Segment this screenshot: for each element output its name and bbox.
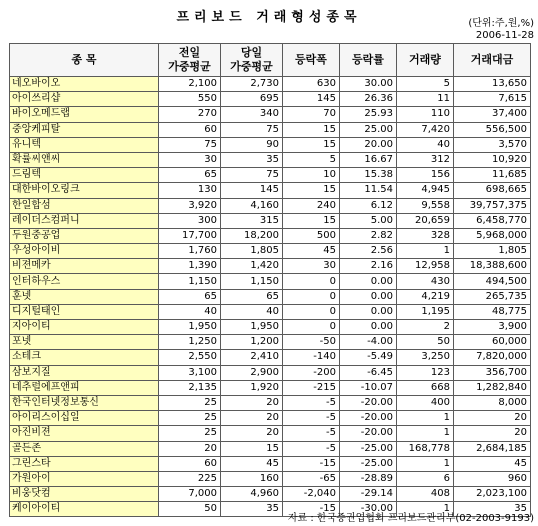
cell-rate: 11.54 <box>340 183 397 198</box>
cell-prev-avg: 3,100 <box>159 365 221 380</box>
cell-curr-avg: 40 <box>221 304 283 319</box>
table-row <box>10 289 531 304</box>
cell-amount: 7,820,000 <box>454 350 531 365</box>
cell-prev-avg: 40 <box>159 304 221 319</box>
cell-rate: -29.14 <box>340 487 397 502</box>
cell-curr-avg: 1,150 <box>221 274 283 289</box>
cell-change: 70 <box>283 107 340 122</box>
cell-amount: 1,805 <box>454 244 531 259</box>
header-name: 종 목 <box>10 44 159 77</box>
cell-prev-avg: 1,760 <box>159 244 221 259</box>
cell-rate: -28.89 <box>340 471 397 486</box>
cell-rate: 25.93 <box>340 107 397 122</box>
cell-rate: -5.49 <box>340 350 397 365</box>
cell-volume: 400 <box>397 395 454 410</box>
cell-rate: 2.16 <box>340 259 397 274</box>
cell-change: -2,040 <box>283 487 340 502</box>
unit-label: (단위:주,원,%) <box>468 18 534 29</box>
date-label: 2006-11-28 <box>475 30 534 41</box>
table-row <box>10 395 531 410</box>
cell-prev-avg: 50 <box>159 502 221 517</box>
header-curr-line2: 가중평균 <box>230 60 273 73</box>
cell-curr-avg: 75 <box>221 122 283 137</box>
cell-amount: 2,023,100 <box>454 487 531 502</box>
cell-change: 15 <box>283 213 340 228</box>
cell-curr-avg: 145 <box>221 183 283 198</box>
table-row <box>10 350 531 365</box>
table-row <box>10 274 531 289</box>
cell-name: 대한바이오링크 <box>10 183 159 198</box>
cell-curr-avg: 2,730 <box>221 77 283 92</box>
cell-amount: 356,700 <box>454 365 531 380</box>
cell-change: 15 <box>283 137 340 152</box>
cell-amount: 7,615 <box>454 92 531 107</box>
cell-change: 0 <box>283 320 340 335</box>
cell-prev-avg: 1,150 <box>159 274 221 289</box>
cell-curr-avg: 90 <box>221 137 283 152</box>
cell-name: 골든존 <box>10 441 159 456</box>
cell-name: 소테크 <box>10 350 159 365</box>
cell-amount: 13,650 <box>454 77 531 92</box>
cell-change: -15 <box>283 502 340 517</box>
cell-name: 아이쓰리샵 <box>10 92 159 107</box>
cell-change: 10 <box>283 168 340 183</box>
header-rate: 등락률 <box>340 44 397 77</box>
cell-prev-avg: 2,135 <box>159 380 221 395</box>
cell-change: 240 <box>283 198 340 213</box>
cell-amount: 6,458,770 <box>454 213 531 228</box>
cell-name: 지아이티 <box>10 320 159 335</box>
cell-name: 드림텍 <box>10 168 159 183</box>
cell-amount: 45 <box>454 456 531 471</box>
cell-volume: 328 <box>397 228 454 243</box>
table-row <box>10 304 531 319</box>
cell-rate: -10.07 <box>340 380 397 395</box>
cell-amount: 698,665 <box>454 183 531 198</box>
source-note: 자료 : 한국증권업협회 프리보드관리부(02-2003-9193) <box>287 513 534 524</box>
cell-volume: 5 <box>397 77 454 92</box>
cell-prev-avg: 225 <box>159 471 221 486</box>
cell-change: -5 <box>283 395 340 410</box>
cell-change: 5 <box>283 152 340 167</box>
header-change: 등락폭 <box>283 44 340 77</box>
page-title: 프리보드 거래형성종목 <box>176 10 362 25</box>
cell-name: 한일합섬 <box>10 198 159 213</box>
cell-rate: 5.00 <box>340 213 397 228</box>
cell-change: 145 <box>283 92 340 107</box>
cell-change: 500 <box>283 228 340 243</box>
cell-amount: 960 <box>454 471 531 486</box>
cell-rate: 20.00 <box>340 137 397 152</box>
cell-rate: -25.00 <box>340 441 397 456</box>
cell-amount: 3,900 <box>454 320 531 335</box>
cell-curr-avg: 1,420 <box>221 259 283 274</box>
table-header-row <box>10 44 531 77</box>
cell-volume: 40 <box>397 137 454 152</box>
cell-rate: 6.12 <box>340 198 397 213</box>
cell-rate: 2.82 <box>340 228 397 243</box>
cell-curr-avg: 160 <box>221 471 283 486</box>
cell-rate: -20.00 <box>340 411 397 426</box>
cell-prev-avg: 2,550 <box>159 350 221 365</box>
cell-curr-avg: 1,200 <box>221 335 283 350</box>
table-row <box>10 487 531 502</box>
cell-amount: 556,500 <box>454 122 531 137</box>
cell-amount: 3,570 <box>454 137 531 152</box>
cell-volume: 12,958 <box>397 259 454 274</box>
cell-volume: 20,659 <box>397 213 454 228</box>
cell-volume: 9,558 <box>397 198 454 213</box>
cell-rate: 2.56 <box>340 244 397 259</box>
cell-amount: 39,757,375 <box>454 198 531 213</box>
header-prev-line1: 전일 <box>178 46 201 59</box>
cell-change: -5 <box>283 411 340 426</box>
cell-rate: 15.38 <box>340 168 397 183</box>
table-row <box>10 259 531 274</box>
cell-amount: 37,400 <box>454 107 531 122</box>
cell-rate: -20.00 <box>340 426 397 441</box>
cell-rate: 30.00 <box>340 77 397 92</box>
table-row <box>10 471 531 486</box>
cell-rate: 25.00 <box>340 122 397 137</box>
cell-amount: 20 <box>454 426 531 441</box>
cell-change: -15 <box>283 456 340 471</box>
cell-rate: -4.00 <box>340 335 397 350</box>
cell-volume: 156 <box>397 168 454 183</box>
cell-volume: 1 <box>397 411 454 426</box>
cell-name: 포넷 <box>10 335 159 350</box>
cell-volume: 168,778 <box>397 441 454 456</box>
cell-amount: 8,000 <box>454 395 531 410</box>
table-row <box>10 137 531 152</box>
cell-rate: 0.00 <box>340 304 397 319</box>
cell-volume: 110 <box>397 107 454 122</box>
cell-rate: -25.00 <box>340 456 397 471</box>
cell-name: 아이리스이십일 <box>10 411 159 426</box>
cell-prev-avg: 3,920 <box>159 198 221 213</box>
cell-prev-avg: 1,390 <box>159 259 221 274</box>
cell-volume: 1 <box>397 426 454 441</box>
cell-curr-avg: 75 <box>221 168 283 183</box>
cell-change: 30 <box>283 259 340 274</box>
cell-amount: 35 <box>454 502 531 517</box>
cell-amount: 20 <box>454 411 531 426</box>
cell-volume: 668 <box>397 380 454 395</box>
cell-name: 비젼메카 <box>10 259 159 274</box>
cell-name: 가원아이 <box>10 471 159 486</box>
cell-rate: 0.00 <box>340 320 397 335</box>
cell-name: 훈넷 <box>10 289 159 304</box>
cell-curr-avg: 18,200 <box>221 228 283 243</box>
cell-change: -65 <box>283 471 340 486</box>
cell-prev-avg: 17,700 <box>159 228 221 243</box>
cell-amount: 48,775 <box>454 304 531 319</box>
table-row <box>10 320 531 335</box>
cell-amount: 494,500 <box>454 274 531 289</box>
table-row <box>10 426 531 441</box>
header-prev-line2: 가중평균 <box>168 60 211 73</box>
table-row <box>10 441 531 456</box>
table-row <box>10 456 531 471</box>
cell-curr-avg: 4,960 <box>221 487 283 502</box>
cell-change: -215 <box>283 380 340 395</box>
cell-change: 45 <box>283 244 340 259</box>
cell-amount: 265,735 <box>454 289 531 304</box>
cell-curr-avg: 340 <box>221 107 283 122</box>
cell-name: 레이더스컴퍼니 <box>10 213 159 228</box>
table-body <box>10 77 531 517</box>
cell-curr-avg: 2,900 <box>221 365 283 380</box>
cell-amount: 10,920 <box>454 152 531 167</box>
cell-volume: 312 <box>397 152 454 167</box>
cell-volume: 408 <box>397 487 454 502</box>
cell-curr-avg: 1,950 <box>221 320 283 335</box>
cell-volume: 6 <box>397 471 454 486</box>
cell-name: 아진비젼 <box>10 426 159 441</box>
table-row <box>10 213 531 228</box>
cell-prev-avg: 1,250 <box>159 335 221 350</box>
table-row <box>10 168 531 183</box>
cell-curr-avg: 35 <box>221 502 283 517</box>
table-row <box>10 183 531 198</box>
cell-name: 바이오메드랩 <box>10 107 159 122</box>
cell-name: 한국인터넷정보통신 <box>10 395 159 410</box>
cell-prev-avg: 30 <box>159 152 221 167</box>
cell-prev-avg: 60 <box>159 456 221 471</box>
cell-volume: 2 <box>397 320 454 335</box>
cell-volume: 11 <box>397 92 454 107</box>
cell-volume: 1 <box>397 244 454 259</box>
cell-volume: 4,945 <box>397 183 454 198</box>
cell-curr-avg: 695 <box>221 92 283 107</box>
cell-change: -50 <box>283 335 340 350</box>
cell-prev-avg: 20 <box>159 441 221 456</box>
table-row <box>10 107 531 122</box>
cell-volume: 7,420 <box>397 122 454 137</box>
cell-rate: 0.00 <box>340 274 397 289</box>
cell-curr-avg: 35 <box>221 152 283 167</box>
cell-rate: -20.00 <box>340 395 397 410</box>
cell-volume: 3,250 <box>397 350 454 365</box>
cell-rate: 26.36 <box>340 92 397 107</box>
cell-prev-avg: 65 <box>159 168 221 183</box>
cell-prev-avg: 7,000 <box>159 487 221 502</box>
trading-table <box>9 43 531 517</box>
cell-change: 15 <box>283 183 340 198</box>
cell-name: 삼보지질 <box>10 365 159 380</box>
cell-curr-avg: 1,920 <box>221 380 283 395</box>
cell-amount: 2,684,185 <box>454 441 531 456</box>
cell-volume: 123 <box>397 365 454 380</box>
cell-change: -200 <box>283 365 340 380</box>
cell-name: 확률씨앤씨 <box>10 152 159 167</box>
table-row <box>10 380 531 395</box>
cell-amount: 60,000 <box>454 335 531 350</box>
cell-prev-avg: 65 <box>159 289 221 304</box>
cell-volume: 430 <box>397 274 454 289</box>
cell-name: 우성아이비 <box>10 244 159 259</box>
cell-volume: 50 <box>397 335 454 350</box>
cell-prev-avg: 75 <box>159 137 221 152</box>
cell-curr-avg: 315 <box>221 213 283 228</box>
cell-curr-avg: 20 <box>221 395 283 410</box>
cell-name: 그린스타 <box>10 456 159 471</box>
cell-amount: 11,685 <box>454 168 531 183</box>
table-row <box>10 152 531 167</box>
cell-prev-avg: 60 <box>159 122 221 137</box>
cell-prev-avg: 1,950 <box>159 320 221 335</box>
cell-prev-avg: 25 <box>159 426 221 441</box>
header-volume: 거래량 <box>397 44 454 77</box>
cell-name: 비웅닷컴 <box>10 487 159 502</box>
header-curr-line1: 당일 <box>240 46 263 59</box>
cell-prev-avg: 550 <box>159 92 221 107</box>
table-row <box>10 335 531 350</box>
cell-rate: -30.00 <box>340 502 397 517</box>
cell-volume: 1,195 <box>397 304 454 319</box>
cell-prev-avg: 25 <box>159 395 221 410</box>
table-row <box>10 77 531 92</box>
cell-name: 케이아이티 <box>10 502 159 517</box>
cell-rate: 0.00 <box>340 289 397 304</box>
cell-change: -140 <box>283 350 340 365</box>
cell-prev-avg: 2,100 <box>159 77 221 92</box>
cell-name: 유니텍 <box>10 137 159 152</box>
cell-amount: 18,388,600 <box>454 259 531 274</box>
cell-name: 중앙케피탈 <box>10 122 159 137</box>
table-row <box>10 198 531 213</box>
cell-curr-avg: 15 <box>221 441 283 456</box>
table-row <box>10 365 531 380</box>
table-row <box>10 92 531 107</box>
cell-curr-avg: 20 <box>221 426 283 441</box>
header-curr-avg <box>221 44 283 77</box>
cell-prev-avg: 270 <box>159 107 221 122</box>
cell-name: 두원중공업 <box>10 228 159 243</box>
cell-curr-avg: 4,160 <box>221 198 283 213</box>
cell-volume: 4,219 <box>397 289 454 304</box>
cell-name: 네추럴에프앤피 <box>10 380 159 395</box>
cell-change: -5 <box>283 426 340 441</box>
cell-volume: 1 <box>397 502 454 517</box>
cell-curr-avg: 2,410 <box>221 350 283 365</box>
cell-curr-avg: 65 <box>221 289 283 304</box>
cell-change: 0 <box>283 289 340 304</box>
cell-change: 0 <box>283 304 340 319</box>
table-row <box>10 122 531 137</box>
cell-change: 15 <box>283 122 340 137</box>
cell-name: 디지털태인 <box>10 304 159 319</box>
cell-amount: 1,282,840 <box>454 380 531 395</box>
cell-change: 0 <box>283 274 340 289</box>
cell-prev-avg: 130 <box>159 183 221 198</box>
table-row <box>10 244 531 259</box>
cell-change: -5 <box>283 441 340 456</box>
cell-rate: 16.67 <box>340 152 397 167</box>
table-row <box>10 411 531 426</box>
cell-prev-avg: 25 <box>159 411 221 426</box>
cell-name: 네오바이오 <box>10 77 159 92</box>
header-amount: 거래대금 <box>454 44 531 77</box>
cell-amount: 5,968,000 <box>454 228 531 243</box>
cell-curr-avg: 20 <box>221 411 283 426</box>
cell-curr-avg: 1,805 <box>221 244 283 259</box>
cell-curr-avg: 45 <box>221 456 283 471</box>
cell-name: 인터하우스 <box>10 274 159 289</box>
cell-change: 630 <box>283 77 340 92</box>
cell-prev-avg: 300 <box>159 213 221 228</box>
header-prev-avg <box>159 44 221 77</box>
cell-rate: -6.45 <box>340 365 397 380</box>
table-row <box>10 228 531 243</box>
cell-volume: 1 <box>397 456 454 471</box>
